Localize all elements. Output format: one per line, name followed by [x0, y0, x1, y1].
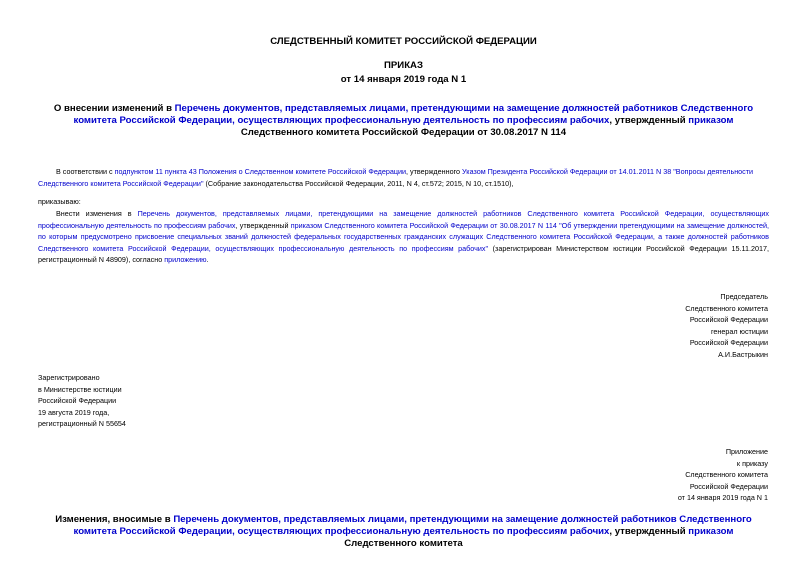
appendix-line: Приложение	[725, 447, 768, 456]
para2-text1: Внести изменения в	[56, 209, 138, 218]
registration-date: 19 августа 2019 года,	[38, 407, 110, 417]
signature-line: генерал юстиции	[710, 326, 768, 336]
registration-line: в Министерстве юстиции	[38, 384, 122, 394]
committee-heading: СЛЕДСТВЕННЫЙ КОМИТЕТ РОССИЙСКОЙ ФЕДЕРАЦИИ	[270, 36, 537, 47]
title-suffix: Следственного комитета Российской Федерации от 30.08.2017 N 114	[240, 127, 567, 138]
para1-link-subclause[interactable]: подпунктом 11 пункта 43	[114, 167, 197, 176]
para1-link-decree[interactable]: Указом Президента Российской Федерации от 14.01.2011 N 38 "Вопросы деятельности Следственного комитета Российской Федерации"	[38, 167, 754, 188]
paragraph-changes	[38, 208, 769, 266]
signature-block	[560, 291, 768, 360]
title-middle: , утвержденный	[609, 115, 689, 126]
order-date: от 14 января 2019 года N 1	[340, 74, 467, 85]
order-heading: ПРИКАЗ	[384, 60, 423, 71]
signature-name: А.И.Бастрыкин	[718, 349, 768, 359]
para1-text3: , утвержденного	[406, 167, 463, 176]
signature-line: Следственного комитета	[685, 303, 768, 313]
title2-suffix: Следственного комитета	[344, 538, 463, 549]
title-order-link[interactable]: приказом	[688, 115, 734, 126]
title2-middle: , утвержденный	[609, 526, 689, 537]
para2-text2: , утвержденный	[235, 220, 291, 230]
title2-list-link[interactable]: Перечень документов, представляемых лицами, претендующими на замещение должностей работников Следственного комитета Российской Федерации, осуществляющих профессиональную деятельность по профессиям рабочих	[73, 514, 752, 537]
signature-line: Российской Федерации	[689, 315, 768, 324]
para1-text1: В соответствии с	[56, 167, 115, 176]
appendix-line: Следственного комитета	[685, 470, 768, 479]
appendix-title	[38, 514, 769, 550]
appendix-date: от 14 января 2019 года N 1	[677, 493, 768, 502]
para2-link-appendix[interactable]: приложению	[164, 255, 207, 264]
registration-line: Зарегистрировано	[38, 373, 100, 382]
para1-text4: (Собрание законодательства Российской Федерации, 2011, N 4, ст.572; 2015, N 10, ст.1510),	[203, 178, 514, 188]
registration-line: Российской Федерации	[38, 396, 117, 405]
title2-prefix: Изменения, вносимые в	[55, 514, 174, 525]
document-title	[38, 103, 769, 139]
appendix-line: к приказу	[736, 458, 768, 468]
para1-link-regulation[interactable]: Положения о Следственном комитете Российской Федерации	[198, 167, 407, 176]
registration-block	[38, 372, 338, 430]
appendix-line: Российской Федерации	[689, 481, 768, 491]
title2-order-link[interactable]: приказом	[688, 526, 734, 537]
title-prefix: О внесении изменений в	[53, 103, 175, 114]
signature-line: Российской Федерации	[689, 338, 768, 347]
para2-link-list[interactable]: Перечень документов, представляемых лицами, претендующими на замещение должностей работников Следственного комитета Российской Федерации, осуществляющих профессиональную деятельность по профессиям рабочих	[38, 209, 769, 230]
para2-link-order[interactable]: приказом Следственного комитета Российской Федерации от 30.08.2017 N 114 "Об утверждении претендующими на замещение должностей, по которым предусмотрено присвоение специальных званий должностей федеральных государственных гражданских служащих Следственного комитета Российской Федерации, а также должностей работников Следственного комитета Российской Федерации, осуществляющих профессиональную деятельность по профессиям рабочих"	[38, 220, 769, 253]
title-list-link[interactable]: Перечень документов, представляемых лицами, претендующими на замещение должностей работников Следственного комитета Российской Федерации, осуществляющих профессиональную деятельность по профессиям рабочих	[73, 103, 754, 126]
order-word: приказываю:	[38, 197, 81, 206]
signature-line: Председатель	[720, 292, 768, 301]
para2-text3: (зарегистрирован Министерством юстиции Российской Федерации 15.11.2017, регистрационный N 48909), согласно	[38, 243, 769, 264]
appendix-block	[560, 446, 768, 504]
para2-text4: .	[206, 255, 209, 264]
registration-number: регистрационный N 55654	[38, 419, 126, 428]
paragraph-basis	[38, 166, 769, 189]
